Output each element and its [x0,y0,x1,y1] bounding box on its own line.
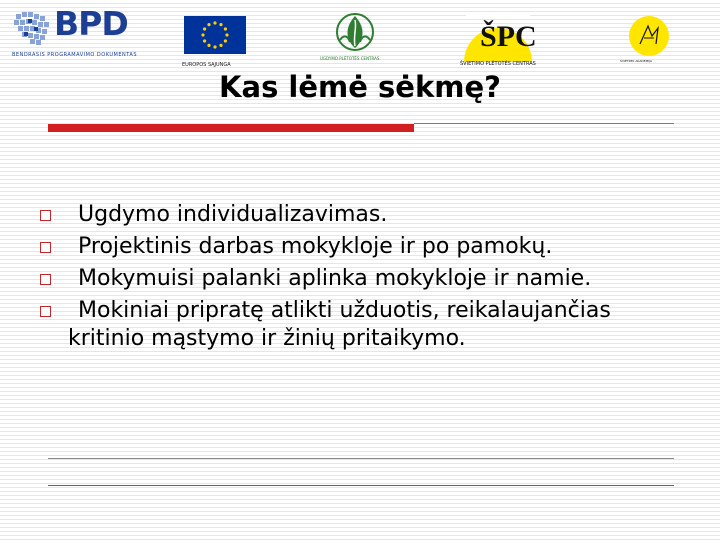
eu-logo-caption: EUROPOS SĄJUNGA [182,62,231,68]
eu-flag-icon [184,16,246,54]
bullet-item [40,201,680,229]
title-accent-bar [48,124,414,132]
square-bullet-icon [40,274,51,285]
spc-logo [458,12,538,68]
bullet-text: Projektinis darbas mokykloje ir po pamokų. [78,234,553,259]
yellow-logo-caption: ŠVIETIMO AKADEMIJA [620,59,652,63]
yellow-circle-logo [618,14,680,70]
bpd-logo-text: BPD [54,4,128,43]
bullet-text: Mokiniai pripratę atlikti užduotis, reikalaujančias kritinio mąstymo ir žinių pritaikymo. [68,298,611,351]
footer-accent-line [48,485,674,486]
square-bullet-icon [40,306,51,317]
bullet-item [40,265,680,293]
title-divider-line [414,123,674,124]
footer-divider-line [48,458,674,459]
leaf-logo-caption: UGDYMO PLĖTOTĖS CENTRAS [320,56,380,61]
green-leaf-logo [320,10,384,66]
lithuania-map-icon [12,8,56,52]
bullet-item [40,233,680,261]
bullet-list [40,201,680,357]
bullet-item [40,297,680,353]
eu-logo [182,14,248,68]
bullet-text: Ugdymo individualizavimas. [78,202,388,227]
bpd-logo-caption: BENDRASIS PROGRAMAVIMO DOKUMENTAS [12,52,137,58]
square-bullet-icon [40,210,51,221]
square-bullet-icon [40,242,51,253]
spc-logo-caption: ŠVIETIMO PLĖTOTĖS CENTRAS [460,61,536,67]
slide-title: Kas lėmė sėkmę? [219,70,501,104]
leaf-emblem-icon [326,10,384,56]
spc-logo-text: ŠPC [480,20,537,53]
bpd-logo [12,4,137,60]
bullet-text: Mokymuisi palanki aplinka mokykloje ir namie. [78,266,592,291]
yellow-emblem-icon [618,14,680,58]
